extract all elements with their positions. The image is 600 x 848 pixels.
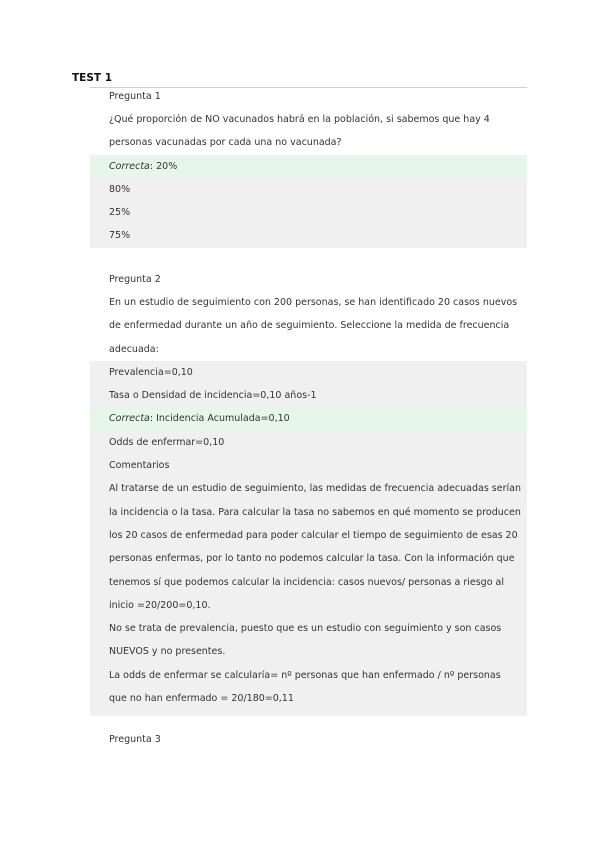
- answer-option-correct[interactable]: Correcta: 20%: [90, 155, 527, 178]
- comment-paragraph: Al tratarse de un estudio de seguimiento, las medidas de frecuencia adecuadas serían la incidencia o la tasa. Para calcular la tasa no sabemos en qué momento se producen los 20 casos de enfermedad para poder calcular el tiempo de seguimiento de esas 20 personas enfermas, por lo tanto no podemos calcular la tasa. Con la información que tenemos sí que podemos calcular la incidencia: casos nuevos/ personas a riesgo al inicio =20/200=0,10.: [109, 483, 521, 611]
- comment-paragraph: La odds de enfermar se calcularía= nº personas que han enfermado / nº personas que no han enfermado = 20/180=0,11: [109, 669, 501, 705]
- answer-options: [90, 361, 527, 716]
- question-label: Pregunta 1: [109, 91, 161, 102]
- answer-option-correct[interactable]: Correcta: Incidencia Acumulada=0,10: [90, 407, 527, 430]
- test-title: TEST 1: [72, 72, 113, 84]
- question-label: Pregunta 2: [109, 274, 161, 285]
- comment-paragraph: No se trata de prevalencia, puesto que es un estudio con seguimiento y son casos NUEVOS y no presentes.: [109, 623, 502, 658]
- answer-option[interactable]: Odds de enfermar=0,10: [109, 436, 225, 448]
- answer-option[interactable]: Tasa o Densidad de incidencia=0,10 años-1: [109, 390, 317, 402]
- question-label: Pregunta 3: [109, 734, 161, 745]
- answer-option[interactable]: Prevalencia=0,10: [109, 366, 193, 378]
- question-text: ¿Qué proporción de NO vacunados habrá en la población, si sabemos que hay 4 personas vacunadas por cada una no vacunada?: [109, 114, 490, 149]
- question-text: En un estudio de seguimiento con 200 personas, se han identificado 20 casos nuevos de enfermedad durante un año de seguimiento. Seleccione la medida de frecuencia adecuada:: [109, 297, 518, 355]
- answer-option[interactable]: 75%: [109, 230, 131, 242]
- answer-option[interactable]: 25%: [109, 207, 131, 219]
- comments-section: [90, 454, 527, 716]
- correct-label: Correcta: [109, 160, 150, 172]
- question-1: [90, 85, 527, 248]
- question-2: [90, 268, 527, 716]
- answer-options: [90, 155, 527, 248]
- option-text: Incidencia Acumulada=0,10: [156, 413, 290, 425]
- question-3: [90, 728, 527, 751]
- option-text: 20%: [156, 160, 178, 172]
- correct-label: Correcta: [109, 413, 150, 425]
- answer-option[interactable]: 80%: [109, 183, 131, 195]
- comments-label: Comentarios: [109, 460, 170, 472]
